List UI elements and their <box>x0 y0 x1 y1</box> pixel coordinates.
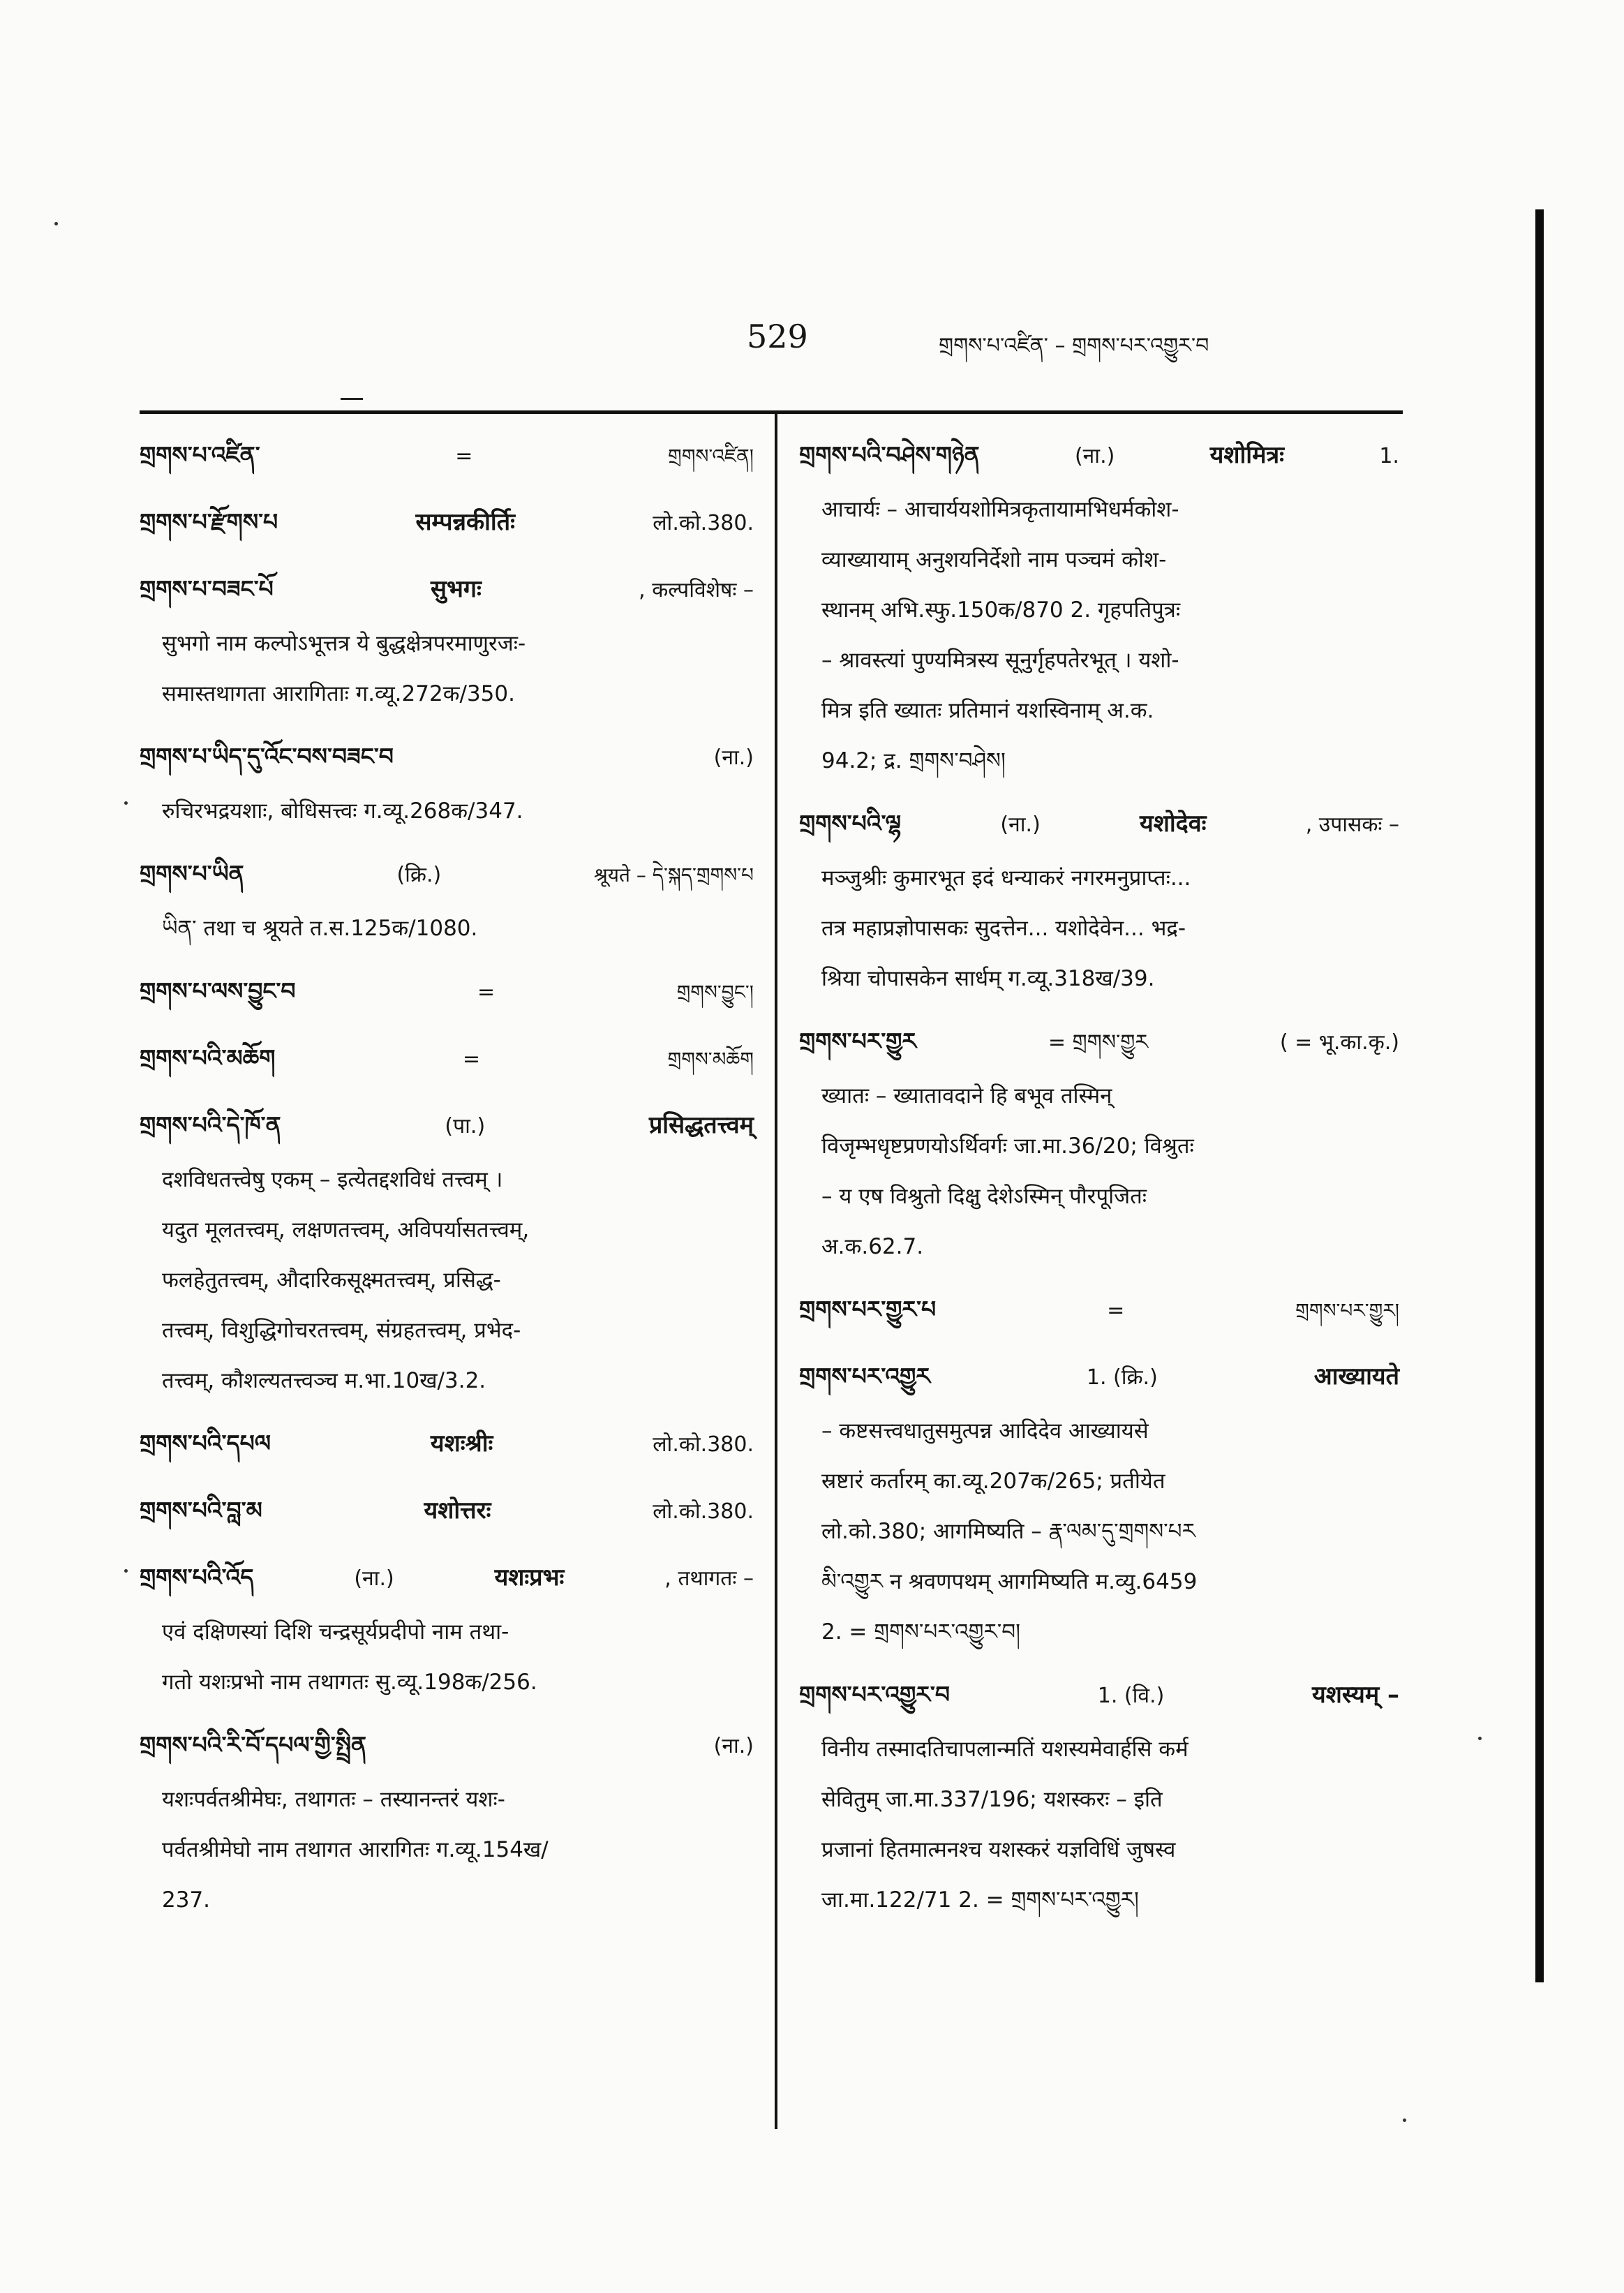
entry-text-line: श्रिया चोपासकेन सार्धम् ग.व्यू.318ख/39. <box>821 966 1155 991</box>
entry-headline <box>799 1280 1399 1339</box>
speck <box>124 1569 128 1573</box>
entry-text-line: सेवितुम् जा.मा.337/196; यशस्करः – इति <box>821 1787 1163 1812</box>
headword: གྲགས་པར་གྱུར <box>799 1027 917 1055</box>
headword: གྲགས་པའི་དཔལ <box>140 1430 271 1457</box>
headword: གྲགས་པ་འཛིན་ <box>140 441 260 468</box>
entry-headline <box>140 426 754 484</box>
cross-reference: གྲགས་མཆོག <box>667 1048 754 1071</box>
dictionary-entry <box>140 962 754 1021</box>
entry-text-line: तत्त्वम्, कौशल्यतत्त्वञ्च म.भा.10ख/3.2. <box>162 1368 486 1393</box>
sanskrit-term: प्रसिद्धतत्त्वम् <box>648 1111 754 1139</box>
entry-text-line: सुभगो नाम कल्पोऽभूत्तत्र ये बुद्धक्षेत्रपरमाणुरजः- <box>162 631 526 656</box>
grammar-tag: (ना.) <box>1074 444 1115 468</box>
entry-text-line: 94.2; द्र. གྲགས་བཤེས། <box>821 748 1006 773</box>
source-ref: लो.को.380. <box>653 511 754 535</box>
page-number: 529 <box>747 318 808 355</box>
gloss-note: , कल्पविशेषः – <box>639 578 754 602</box>
dictionary-entry <box>140 1548 754 1707</box>
equals-ref: = <box>455 444 473 468</box>
grammar-tag: (ना.) <box>713 1734 754 1758</box>
entry-headline <box>140 1716 754 1774</box>
dictionary-entry <box>140 1716 754 1925</box>
headword: གྲགས་པའི་དེ་ཁོ་ན <box>140 1111 281 1138</box>
speck <box>1478 1737 1482 1740</box>
entry-text-line: མི་འགྱུར न श्रवणपथम् आगमिष्यति म.व्यु.6459 <box>821 1569 1198 1594</box>
cross-reference: གྲགས་པར་གྱུར། <box>1295 1299 1399 1322</box>
entry-headline <box>140 1414 754 1473</box>
dictionary-entry <box>799 1280 1399 1339</box>
entry-headline <box>140 962 754 1021</box>
dictionary-entry <box>799 1012 1399 1272</box>
sanskrit-term: यशःश्रीः <box>430 1430 493 1457</box>
grammar-tag: ( = भू.का.कृ.) <box>1279 1030 1399 1055</box>
sanskrit-term: सम्पन्नकीर्तिः <box>415 508 515 536</box>
speck <box>54 222 58 225</box>
entry-text-line: आचार्यः – आचार्ययशोमित्रकृतायामभिधर्मकोश- <box>821 497 1179 522</box>
entry-headline <box>140 1481 754 1540</box>
dictionary-entry <box>799 426 1399 786</box>
short-mark <box>341 398 363 400</box>
entry-headline <box>799 1665 1399 1724</box>
entry-headline <box>140 727 754 786</box>
headword: གྲགས་པར་འགྱུར་བ <box>799 1681 950 1708</box>
entry-text-line: मञ्जुश्रीः कुमारभूत इदं धन्याकरं नगरमनुप्राप्तः... <box>821 866 1191 891</box>
sanskrit-term: यशस्यम् – <box>1312 1681 1399 1709</box>
sanskrit-term: आख्यायते <box>1313 1363 1399 1390</box>
entry-text-line: तत्र महाप्रज्ञोपासकः सुदत्तेन... यशोदेवेन... भद्र- <box>821 916 1186 941</box>
left-column <box>140 426 754 1934</box>
sanskrit-term: सुभगः <box>431 575 482 603</box>
entry-text-line: स्थानम् अभि.स्फु.150क/870 2. गृहपतिपुत्रः <box>821 598 1181 623</box>
entry-text-line: ख्यातः – ख्यातावदाने हि बभूव तस्मिन् <box>821 1083 1112 1108</box>
entry-headline <box>140 493 754 551</box>
gloss-note: , तथागतः – <box>664 1566 754 1591</box>
header-rule <box>140 410 1403 414</box>
sanskrit-term: यशःप्रभः <box>494 1564 565 1591</box>
cross-reference: གྲགས་འཛིན། <box>668 445 754 468</box>
equals-ref: = <box>462 1047 481 1071</box>
cross-reference: གྲགས་བྱུང་། <box>676 981 754 1004</box>
entry-text-line: – कष्टसत्त्वधातुसमुत्पन्न आदिदेव आख्यायसे <box>821 1418 1149 1444</box>
speck <box>1403 2118 1406 2122</box>
grammar-tag: (ना.) <box>354 1566 394 1591</box>
headword: གྲགས་པའི་མཆོག <box>140 1044 276 1071</box>
dictionary-entry <box>140 1414 754 1473</box>
entry-headline <box>140 845 754 903</box>
entry-text-line: रुचिरभद्रयशाः, बोधिसत्त्वः ग.व्यू.268क/347. <box>162 799 523 824</box>
entry-headline <box>799 794 1399 853</box>
entry-text-line: – य एष विश्रुतो दिक्षु देशेऽस्मिन् पौरपूजितः <box>821 1184 1147 1209</box>
entry-text-line: विजृम्भधृष्टप्रणयोऽर्थिवर्गः जा.मा.36/20; विश्रुतः <box>821 1134 1194 1159</box>
entry-text-line: स्रष्टारं कर्तारम् का.व्यू.207क/265; प्रतीयेत <box>821 1469 1165 1494</box>
headword: གྲགས་པ་ལས་བྱུང་བ <box>140 977 296 1004</box>
dictionary-entry <box>140 727 754 836</box>
entry-text-line: दशविधतत्त्वेषु एकम् – इत्येतद्दशविधं तत्त्वम् । <box>162 1167 503 1192</box>
grammar-tag: (ना.) <box>713 745 754 770</box>
headword: གྲགས་པ་ཡིན <box>140 860 244 887</box>
entry-text-line: जा.मा.122/71 2. = གྲགས་པར་འགྱུར། <box>821 1887 1139 1913</box>
dictionary-entry <box>140 1029 754 1088</box>
equals-ref: = <box>1107 1298 1125 1323</box>
entry-text-line: फलहेतुतत्त्वम्, औदारिकसूक्ष्मतत्त्वम्, प्रसिद्ध- <box>162 1268 501 1293</box>
dictionary-entry <box>799 1347 1399 1657</box>
entry-text-line: – श्रावस्त्यां पुण्यमित्रस्य सूनुर्गृहपतेरभूत् । यशो- <box>821 648 1179 673</box>
sanskrit-term: यशोत्तरः <box>424 1497 491 1524</box>
dictionary-entry <box>140 1481 754 1540</box>
entry-text-line: अ.क.62.7. <box>821 1234 924 1259</box>
entry-text-line: 237. <box>162 1887 211 1913</box>
headword: གྲགས་པའི་བླ་མ <box>140 1497 262 1524</box>
gloss-note: , उपासकः – <box>1305 812 1399 837</box>
headword: གྲགས་པའི་ལྷ <box>799 810 902 837</box>
entry-text-line: तत्त्वम्, विशुद्धिगोचरतत्त्वम्, संग्रहतत्त्वम्, प्रभेद- <box>162 1318 521 1343</box>
dictionary-entry <box>799 1665 1399 1925</box>
headword: གྲགས་པར་གྱུར་པ <box>799 1296 937 1323</box>
dictionary-entry <box>799 794 1399 1004</box>
entry-text-line: ཡིན་ तथा च श्रूयते त.स.125क/1080. <box>162 916 478 941</box>
entry-headline <box>799 426 1399 484</box>
headword: གྲགས་པ་བཟང་པོ <box>140 575 274 602</box>
dictionary-entry <box>140 426 754 484</box>
entry-text-line: एवं दक्षिणस्यां दिशि चन्द्रसूर्यप्रदीपो नाम तथा- <box>162 1619 509 1645</box>
dictionary-entry <box>140 845 754 953</box>
sense-number: 1. <box>1379 444 1399 468</box>
entry-headline <box>140 1096 754 1155</box>
dictionary-entry <box>140 560 754 719</box>
entry-headline <box>799 1347 1399 1406</box>
entry-text-line: गतो यशःप्रभो नाम तथागतः सु.व्यू.198क/256. <box>162 1670 537 1695</box>
headword: གྲགས་པར་འགྱུར <box>799 1363 930 1390</box>
page-edge-bar <box>1535 209 1544 1982</box>
entry-text-line: लो.को.380; आगमिष्यति – རྣ་ལམ་དུ་གྲགས་པར <box>821 1519 1195 1544</box>
grammar-tag: (पा.) <box>445 1114 486 1138</box>
right-column <box>799 426 1399 1934</box>
speck <box>124 801 128 805</box>
entry-headline <box>799 1012 1399 1071</box>
dictionary-entry <box>140 493 754 551</box>
entry-text-line: समास्तथागता आरागिताः ग.व्यू.272क/350. <box>162 681 515 706</box>
headword: གྲགས་པའི་བཤེས་གཉེན <box>799 441 980 468</box>
entry-headline <box>140 560 754 618</box>
running-head: གྲགས་པ་འཛིན་ – གྲགས་པར་འགྱུར་བ <box>939 334 1209 358</box>
headword: གྲགས་པ་ཡིད་དུ་འོང་བས་བཟང་བ <box>140 743 394 770</box>
source-ref: लो.को.380. <box>653 1432 754 1457</box>
cross-reference: श्रूयते – དེ་སྐད་གྲགས་པ <box>593 863 754 886</box>
headword: གྲགས་པའི་འོད <box>140 1564 254 1591</box>
grammar-tag: 1. (क्रि.) <box>1086 1365 1158 1390</box>
entry-text-line: मित्र इति ख्यातः प्रतिमानं यशस्विनाम् अ.क. <box>821 698 1154 723</box>
dictionary-entry <box>140 1096 754 1406</box>
entry-headline <box>140 1548 754 1607</box>
sanskrit-term: यशोदेवः <box>1140 810 1207 838</box>
entry-text-line: यदुत मूलतत्त्वम्, लक्षणतत्त्वम्, अविपर्यासतत्त्वम्, <box>162 1217 530 1242</box>
source-ref: लो.को.380. <box>653 1499 754 1524</box>
sanskrit-term: यशोमित्रः <box>1209 441 1285 469</box>
column-divider <box>775 412 777 2129</box>
entry-text-line: व्याख्यायाम् अनुशयनिर्देशो नाम पञ्चमं कोश- <box>821 547 1167 572</box>
entry-text-line: यशःपर्वतश्रीमेघः, तथागतः – तस्यानन्तरं यशः- <box>162 1787 505 1812</box>
entry-text-line: प्रजानां हितमात्मनश्च यशस्करं यज्ञविधिं जुषस्व <box>821 1837 1176 1862</box>
grammar-tag: (ना.) <box>1000 812 1041 837</box>
equals-ref: = གྲགས་གྱུར <box>1048 1030 1149 1055</box>
headword: གྲགས་པའི་རི་བོ་དཔལ་གྱི་སྤྲིན <box>140 1731 367 1758</box>
grammar-tag: 1. (वि.) <box>1097 1684 1165 1708</box>
entry-text-line: पर्वतश्रीमेघो नाम तथागत आरागितः ग.व्यू.154ख/ <box>162 1837 549 1862</box>
entry-headline <box>140 1029 754 1088</box>
headword: གྲགས་པ་རྫོགས་པ <box>140 508 278 535</box>
grammar-tag: (क्रि.) <box>396 863 442 887</box>
entry-text-line: विनीय तस्मादतिचापलान्मतिं यशस्यमेवार्हसि कर्म <box>821 1737 1189 1762</box>
entry-text-line: 2. = གྲགས་པར་འགྱུར་བ། <box>821 1619 1021 1645</box>
equals-ref: = <box>477 980 496 1004</box>
